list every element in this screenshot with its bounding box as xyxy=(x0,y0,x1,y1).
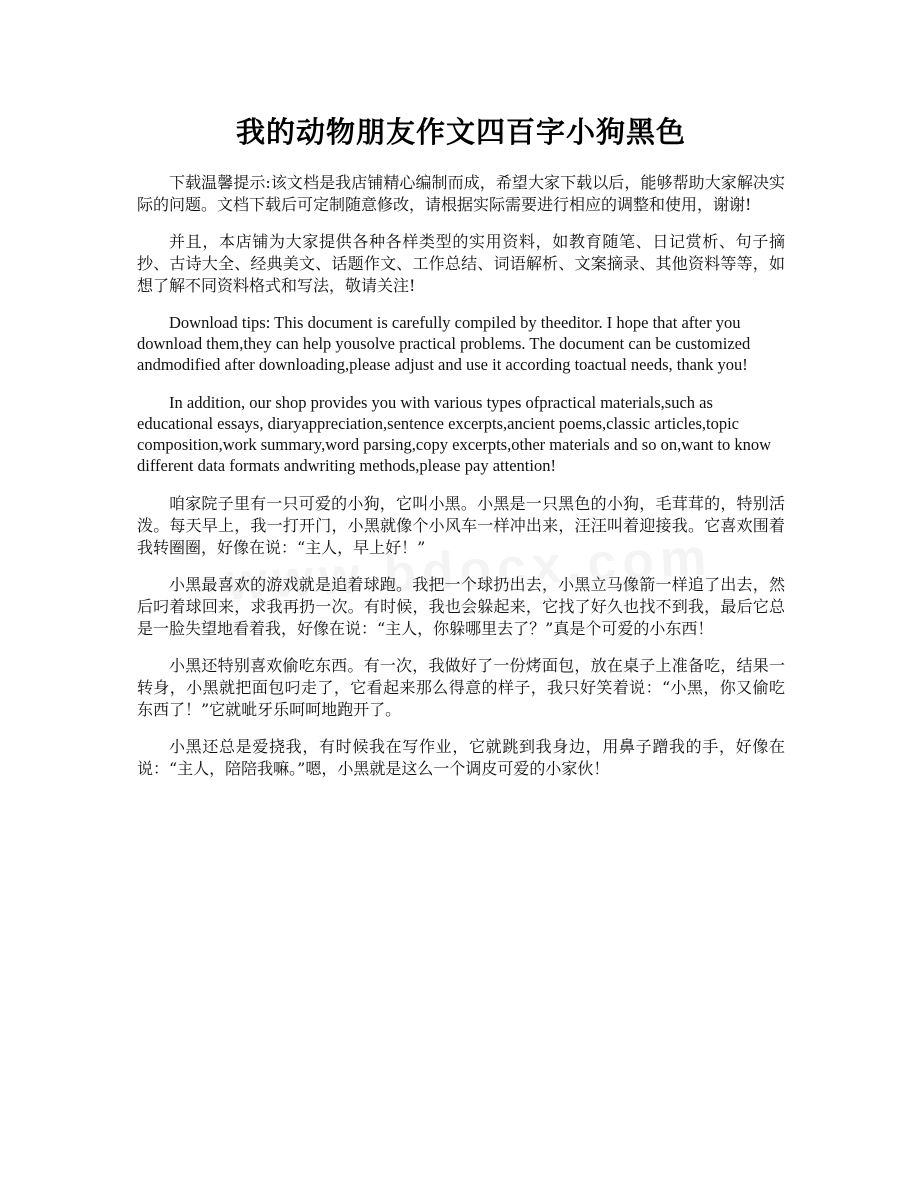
paragraph-essay-3: 小黑还特别喜欢偷吃东西。有一次，我做好了一份烤面包，放在桌子上准备吃，结果一转身，小黑就把面包叼走了，它看起来那么得意的样子，我只好笑着说：“小黑，你又偷吃东西了！”它就呲牙乐呵呵地跑开了。 xyxy=(137,656,785,719)
paragraph-essay-1: 咱家院子里有一只可爱的小狗，它叫小黑。小黑是一只黑色的小狗，毛茸茸的，特别活泼。每天早上，我一打开门，小黑就像个小风车一样冲出来，汪汪叫着迎接我。它喜欢围着我转圈圈，好像在说：“主人，早上好！” xyxy=(137,494,785,557)
paragraph-download-tips-en: Download tips: This document is carefully compiled by theeditor. I hope that after you download them,they can help yousolve practical problems. The document can be customized andmodified after downloading,please adjust and use it according toactual needs, thank you! xyxy=(137,313,751,374)
document-title: 我的动物朋友作文四百字小狗黑色 xyxy=(235,115,686,149)
paragraph-shop-notice-zh: 并且，本店铺为大家提供各种各样类型的实用资料，如教育随笔、日记赏析、句子摘抄、古诗大全、经典美文、话题作文、工作总结、词语解析、文案摘录、其他资料等等，如想了解不同资料格式和写法，敬请关注! xyxy=(137,232,785,295)
paragraph-download-notice-zh: 下载温馨提示:该文档是我店铺精心编制而成，希望大家下载以后，能够帮助大家解决实际的问题。文档下载后可定制随意修改，请根据实际需要进行相应的调整和使用，谢谢! xyxy=(137,173,785,214)
paragraph-essay-4: 小黑还总是爱挠我，有时候我在写作业，它就跳到我身边，用鼻子蹭我的手，好像在说：“主人，陪陪我嘛。”嗯，小黑就是这么一个调皮可爱的小家伙！ xyxy=(137,737,785,778)
paragraph-shop-notice-en: In addition, our shop provides you with various types ofpractical materials,such as educational essays, diaryappreciation,sentence excerpts,ancient poems,classic articles,topic composition,work summary,word parsing,copy excerpts,other materials and so on,want to know different data formats andwriting methods,please pay attention! xyxy=(137,393,772,475)
document-content xyxy=(137,112,785,795)
paragraph-essay-2: 小黑最喜欢的游戏就是追着球跑。我把一个球扔出去，小黑立马像箭一样追了出去，然后叼着球回来，求我再扔一次。有时候，我也会躲起来，它找了好久也找不到我，最后它总是一脸失望地看着我，好像在说：“主人，你躲哪里去了？”真是个可爱的小东西！ xyxy=(137,575,785,638)
